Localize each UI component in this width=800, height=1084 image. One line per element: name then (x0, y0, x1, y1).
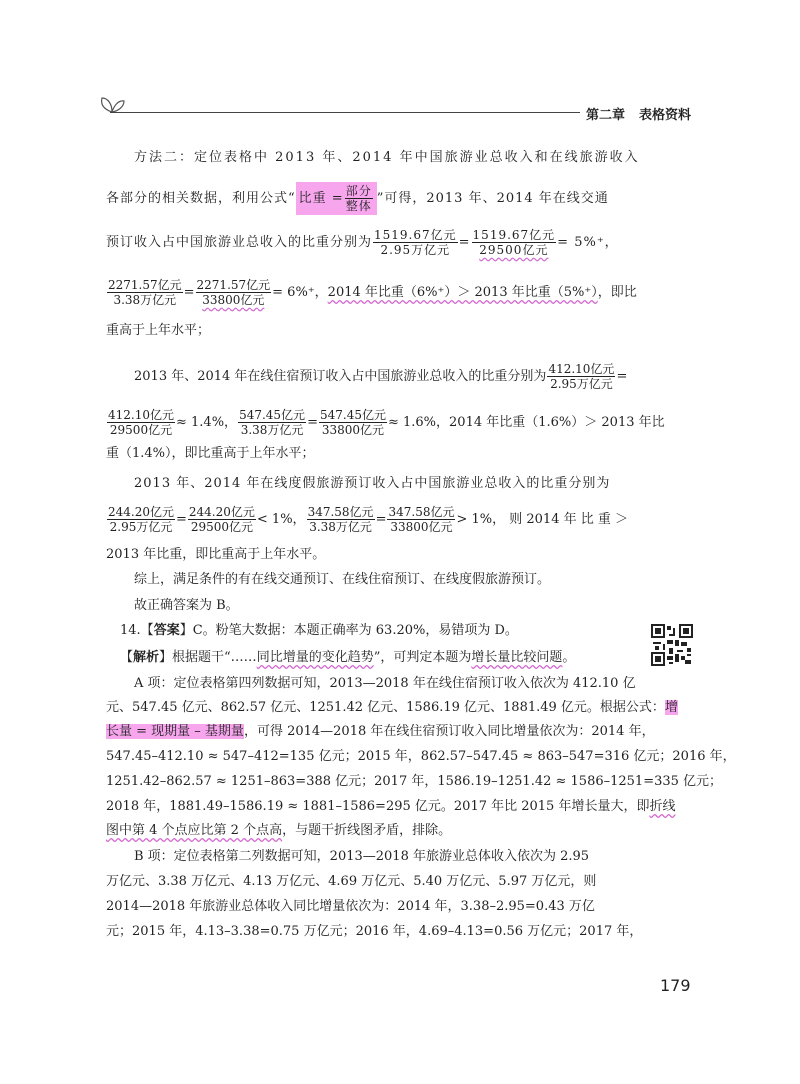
method2-line3 (106, 228, 619, 257)
header-title (586, 104, 705, 123)
method2-line1: 方法二：定位表格中 2013 年、2014 年中国旅游业总收入和在线旅游收入 (134, 150, 640, 165)
frac-den: 29500亿元 (109, 423, 173, 437)
eq-sign: = (458, 235, 471, 250)
chapter-label: 第二章 (586, 108, 626, 123)
eq-sign: = (183, 285, 195, 300)
summary-line2: 故正确答案为 B。 (134, 598, 239, 613)
formula-left: 比重 = (298, 191, 344, 206)
text-span: 】根据题干“…… (159, 650, 257, 665)
text-span: 14.【 (120, 623, 154, 638)
frac-num: 1519.67亿元 (374, 228, 457, 242)
page-number: 179 (660, 976, 691, 995)
summary-line1: 综上，满足条件的有在线交通预订、在线住宿预订、在线度假旅游预订。 (134, 572, 551, 587)
text-span: 】C。粉笔大数据：本题正确率为 63.20%，易错项为 D。 (179, 623, 518, 638)
fraction (307, 505, 375, 534)
eq-sign: = (375, 512, 387, 527)
q14-a5: 1251.42–862.57 ≈ 1251–863=388 亿元；2017 年，1586.19–1251.42 ≈ 1586–1251=335 亿元； (106, 774, 723, 789)
method2-line2 (106, 182, 609, 215)
q14-a4: 547.45–412.10 ≈ 547–412=135 亿元；2015 年，862.57–547.45 ≈ 863–547=316 亿元；2016 年， (106, 749, 736, 764)
frac-den: 33800亿元 (321, 423, 385, 437)
q14-a3 (106, 724, 655, 740)
q14-analysis (120, 650, 575, 666)
q14-b3: 2014—2018 年旅游业总体收入同比增量依次为：2014 年，3.38–2.95=0.43 万亿 (106, 899, 595, 914)
highlight-text: 增 (664, 700, 678, 715)
text-span: > 1%， 则 2014 年 比 重 ＞ (456, 512, 628, 527)
q14-a1: A 项：定位表格第四列数据可知，2013—2018 年在线住宿预订收入依次为 412.10 亿 (134, 676, 636, 691)
fraction (107, 408, 175, 437)
fraction (387, 505, 455, 534)
frac-num: 部分 (345, 184, 372, 198)
eq-sign: = (307, 415, 318, 430)
eq-sign: = (616, 369, 628, 384)
fraction (196, 278, 272, 307)
q14-b1: B 项：定位表格第二列数据可知，2013—2018 年旅游业总体收入依次为 2.95 (134, 849, 590, 864)
fraction (188, 505, 256, 534)
frac-num: 412.10亿元 (548, 362, 615, 376)
formula-box (296, 182, 377, 215)
wavy-text: 图中第 4 个点应比第 2 个点高 (106, 823, 283, 838)
fraction (319, 408, 387, 437)
text-span: ≈ 1.4%， (176, 415, 238, 430)
answer-label: 答案 (153, 623, 180, 638)
text-span: 2018 年，1881.49–1586.19 ≈ 1881–1586=295 亿元。2017 年比 2015 年增长量大，即 (106, 799, 650, 814)
frac-num: 244.20亿元 (188, 505, 255, 519)
text-span: 元、547.45 亿元、862.57 亿元、1251.42 亿元、1586.19 亿元、1881.49 亿元。根据公式： (106, 700, 665, 715)
comparison-text: 2014 年比重（6%⁺）＞ 2013 年比重（5%⁺） (327, 285, 598, 300)
frac-den: 3.38万亿元 (113, 293, 177, 307)
frac-den: 3.38万亿元 (240, 423, 304, 437)
method2-line4 (106, 278, 637, 307)
frac-num: 547.45亿元 (239, 408, 306, 422)
fraction (373, 228, 458, 257)
fraction (472, 228, 557, 257)
q14-a7 (106, 823, 451, 839)
qr-code (651, 624, 693, 666)
text-span: 2013 年、2014 年在线住宿预订收入占中国旅游业总收入的比重分别为 (134, 369, 547, 384)
text-span: = 6%⁺， (272, 285, 328, 300)
hotel-line3: 重（1.4%），即比重高于上年水平； (106, 446, 315, 461)
frac-num: 1519.67亿元 (472, 228, 556, 242)
text-span: ，可得 2014—2018 年在线住宿预订收入同比增量依次为：2014 年， (243, 724, 655, 739)
text-span: 各部分的相关数据，利用公式“ (106, 191, 296, 206)
analysis-label: 解析 (133, 650, 160, 665)
q14-a2 (106, 700, 678, 716)
frac-den: 2.95万亿元 (380, 243, 451, 257)
frac-den: 整体 (345, 199, 372, 213)
frac-den: 3.38万亿元 (309, 520, 372, 534)
frac-num: 2271.57亿元 (108, 278, 182, 292)
q14-a6 (106, 799, 675, 815)
frac-num: 2271.57亿元 (196, 278, 271, 292)
hotel-line2 (106, 408, 665, 437)
text-span: ≈ 1.6%，2014 年比重（1.6%）＞ 2013 年比 (387, 415, 665, 430)
hotel-line1 (134, 362, 627, 391)
frac-num: 347.58亿元 (388, 505, 455, 519)
wavy-text: 折线 (649, 799, 676, 814)
text-span: 预订收入占中国旅游业总收入的比重分别为 (106, 235, 373, 250)
text-span: ”，可判定本题为 (373, 650, 472, 665)
frac-num: 244.20亿元 (108, 505, 174, 519)
frac-den: 33800亿元 (202, 293, 265, 307)
wavy-text: 增长量比较问题 (471, 650, 563, 665)
frac-den: 29500亿元 (479, 243, 549, 257)
frac-den: 2.95万亿元 (109, 520, 173, 534)
frac-den: 33800亿元 (390, 520, 453, 534)
q14-b2: 万亿元、3.38 万亿元、4.13 万亿元、4.69 万亿元、5.40 万亿元、5.97 万亿元，则 (106, 874, 597, 889)
text-span: = 5%⁺， (557, 235, 619, 250)
q14-b4: 元；2015 年，4.13–3.38=0.75 万亿元；2016 年，4.69–4.13=0.56 万亿元；2017 年， (106, 924, 643, 939)
vacation-line2 (106, 505, 628, 534)
text-span: ”可得，2013 年、2014 年在线交通 (376, 191, 609, 206)
vacation-line1: 2013 年、2014 年在线度假旅游预订收入占中国旅游业总收入的比重分别为 (134, 476, 611, 491)
text-span: 。 (562, 650, 576, 665)
text-span: ，即比 (597, 285, 637, 300)
formula-fraction (345, 184, 373, 213)
vacation-line3: 2013 年比重，即比重高于上年水平。 (106, 547, 326, 562)
wavy-text: 同比增量的变化趋势 (256, 650, 374, 665)
leaf-icon (98, 94, 126, 114)
fraction (107, 278, 183, 307)
frac-den: 29500亿元 (190, 520, 253, 534)
fraction (547, 362, 615, 391)
header-rule (110, 112, 580, 113)
text-span: < 1%， (256, 512, 306, 527)
frac-num: 347.58亿元 (307, 505, 374, 519)
fraction (107, 505, 175, 534)
section-label: 表格资料 (639, 108, 692, 123)
frac-num: 412.10亿元 (108, 408, 174, 422)
frac-num: 547.45亿元 (319, 408, 386, 422)
q14-answer (120, 623, 518, 639)
frac-den: 2.95万亿元 (550, 377, 613, 391)
fraction (238, 408, 306, 437)
text-span: ，与题干折线图矛盾，排除。 (282, 823, 452, 838)
highlight-text: 长量 = 现期量 – 基期量 (106, 724, 244, 739)
method2-line5: 重高于上年水平； (106, 323, 211, 338)
text-span: 【 (120, 650, 134, 665)
eq-sign: = (176, 512, 187, 527)
